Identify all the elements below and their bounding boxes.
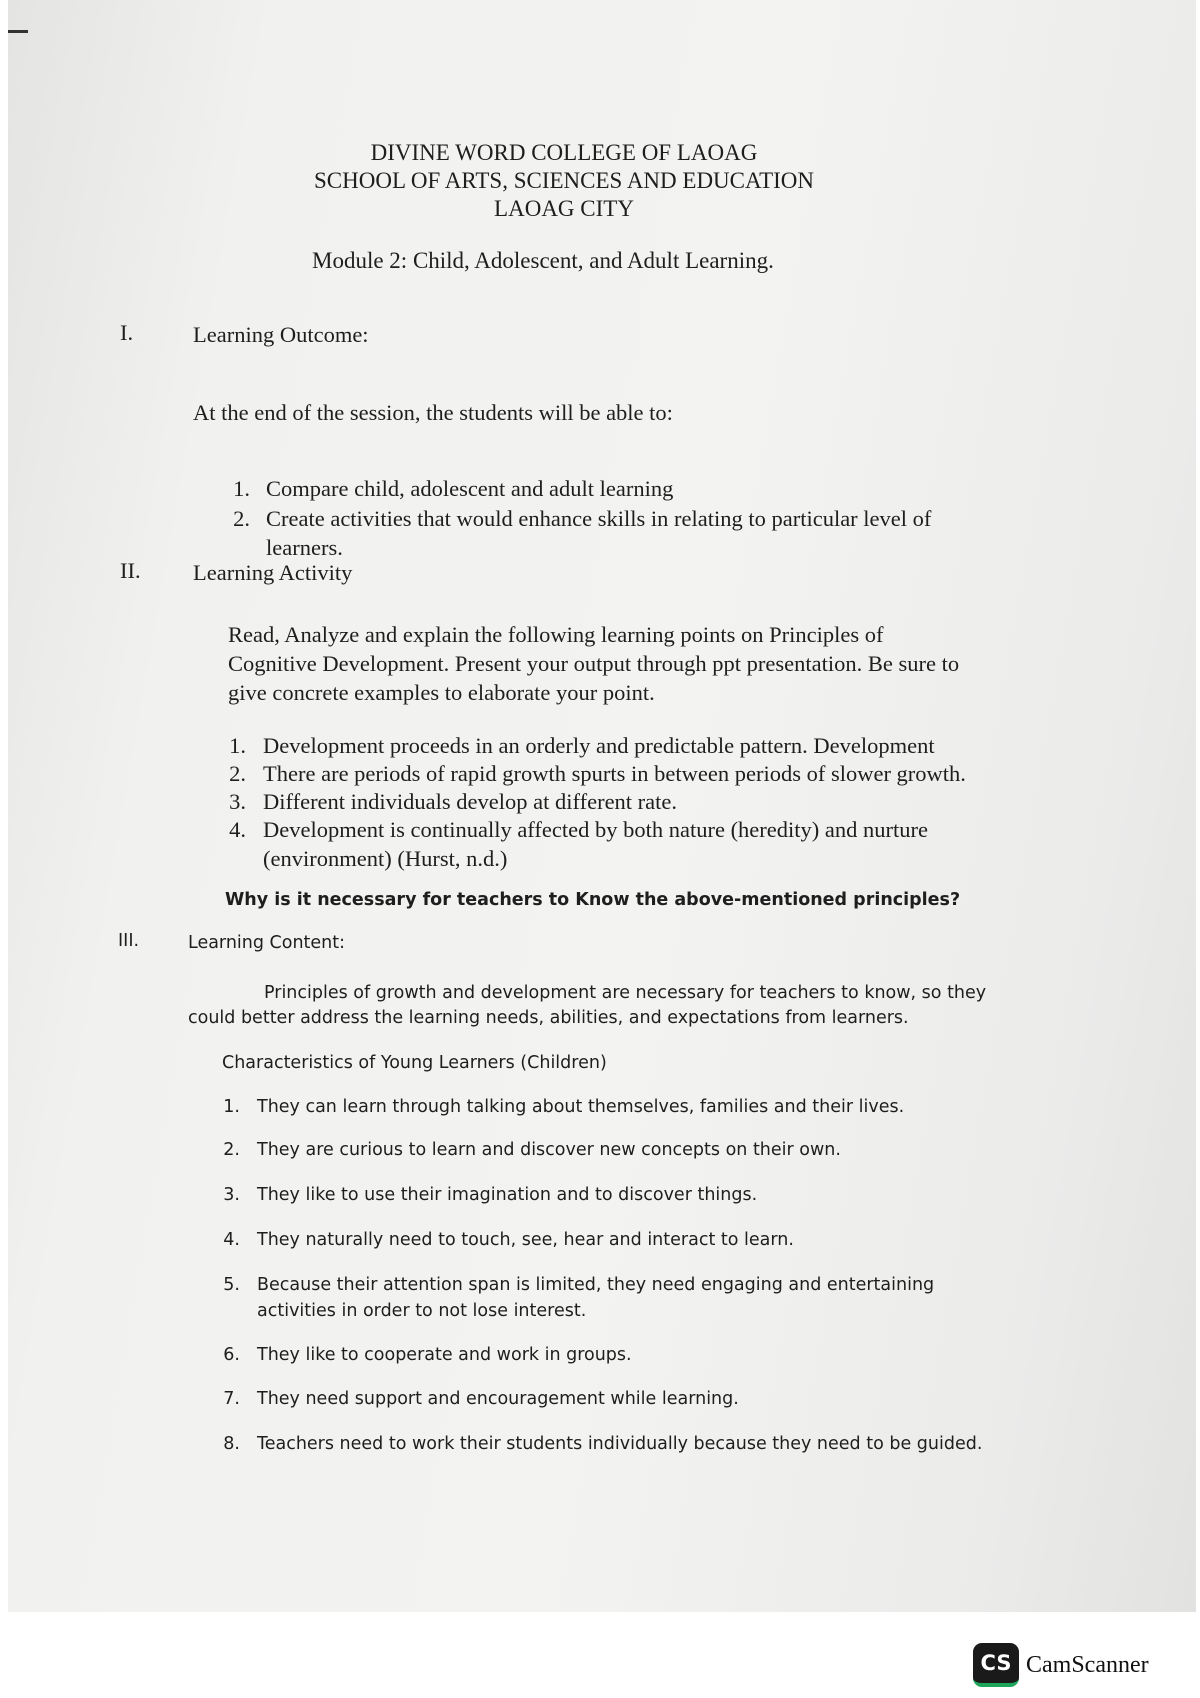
instruction-line: Read, Analyze and explain the following learning points on Principles of [228,622,884,647]
principle-item-text: Development proceeds in an orderly and predictable pattern. Development [263,733,935,758]
characteristic-item-number: 7. [223,1389,240,1409]
paragraph-line: could better address the learning needs, abilities, and expectations from learners. [188,1008,909,1028]
principle-item-number: 1. [229,733,246,758]
module-title: Module 2: Child, Adolescent, and Adult Learning. [312,248,774,273]
city-name: LAOAG CITY [494,196,634,221]
section-2-numeral: II. [120,558,141,583]
characteristic-item-text: They like to cooperate and work in groups. [257,1345,632,1365]
outcome-item-text: Create activities that would enhance skills in relating to particular level of [266,506,932,531]
principle-item-text: Development is continually affected by both nature (heredity) and nurture [263,817,928,842]
instruction-line: Cognitive Development. Present your output through ppt presentation. Be sure to [228,651,960,676]
characteristic-item-text: They need support and encouragement while learning. [257,1389,739,1409]
characteristic-item-text: They naturally need to touch, see, hear and interact to learn. [257,1230,794,1250]
characteristic-item-number: 5. [223,1275,240,1295]
principle-item-text: (environment) (Hurst, n.d.) [263,846,508,871]
section-1-numeral: I. [120,320,134,345]
characteristic-item-number: 1. [223,1097,240,1117]
characteristic-item-text: Because their attention span is limited, they need engaging and entertaining [257,1275,935,1295]
characteristics-subheading: Characteristics of Young Learners (Children) [222,1053,607,1073]
section-3-numeral: III. [118,931,140,951]
paragraph-line: Principles of growth and development are necessary for teachers to know, so they [264,983,987,1003]
characteristic-item-number: 6. [223,1345,240,1365]
characteristic-item-text: activities in order to not lose interest. [257,1301,587,1321]
college-name: DIVINE WORD COLLEGE OF LAOAG [370,140,758,165]
principle-item-number: 3. [229,789,246,814]
school-name: SCHOOL OF ARTS, SCIENCES AND EDUCATION [314,168,814,193]
section-1-intro: At the end of the session, the students will be able to: [193,400,673,425]
principle-item-number: 4. [229,817,246,842]
characteristic-item-text: They can learn through talking about themselves, families and their lives. [257,1097,905,1117]
section-2-heading: Learning Activity [193,560,353,585]
section-3-heading: Learning Content: [188,933,346,953]
camscanner-brand-name: CamScanner [1026,1651,1149,1678]
characteristic-item-text: They like to use their imagination and to discover things. [257,1185,758,1205]
principle-item-text: There are periods of rapid growth spurts in between periods of slower growth. [263,761,966,786]
characteristic-item-text: They are curious to learn and discover new concepts on their own. [257,1140,841,1160]
characteristic-item-number: 2. [223,1140,240,1160]
section-1-heading: Learning Outcome: [193,322,369,347]
outcome-item-text: Compare child, adolescent and adult learning [266,476,674,501]
camscanner-watermark [973,1642,1149,1688]
scan-edge-mark [8,30,28,33]
characteristic-item-number: 3. [223,1185,240,1205]
outcome-item-number: 1. [233,476,250,501]
outcome-item-text: learners. [266,535,343,560]
instruction-line: give concrete examples to elaborate your point. [228,680,655,705]
characteristic-item-text: Teachers need to work their students individually because they need to be guided. [257,1434,983,1454]
camscanner-logo-icon: CS [973,1643,1019,1687]
principle-item-text: Different individuals develop at different rate. [263,789,678,814]
activity-question: Why is it necessary for teachers to Know the above-mentioned principles? [225,890,961,910]
characteristic-item-number: 8. [223,1434,240,1454]
outcome-item-number: 2. [233,506,250,531]
principle-item-number: 2. [229,761,246,786]
characteristic-item-number: 4. [223,1230,240,1250]
